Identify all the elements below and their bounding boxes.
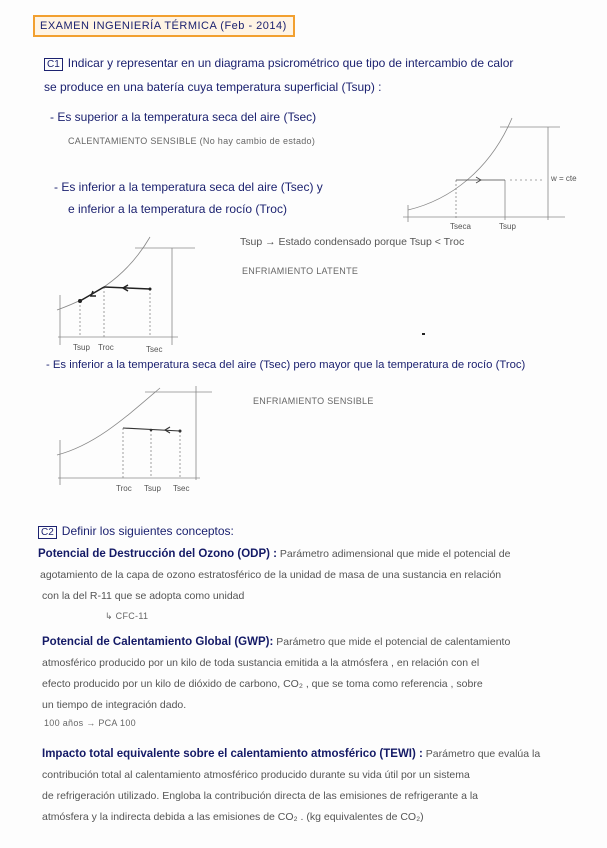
gwp-line1 — [42, 636, 510, 648]
c1-question-line2: se produce en una batería cuya temperatura superficial (Tsup) : — [44, 80, 382, 94]
diagram3-label-tsup: Tsup — [144, 484, 161, 493]
gwp-line4: un tiempo de integración dado. — [42, 699, 187, 711]
gwp-line2: atmosférico producido por un kilo de toda sustancia emitida a la atmósfera , en relación con el — [42, 657, 480, 669]
tewi-line2: contribución total al calentamiento atmosférico producido durante su vida útil por un sistema — [42, 769, 470, 781]
case2-text-line2: e inferior a la temperatura de rocío (Troc) — [68, 202, 287, 216]
diagram3-label-troc: Troc — [116, 484, 132, 493]
diagram2-label-tsup: Tsup — [73, 343, 90, 352]
case2-answer: ENFRIAMIENTO LATENTE — [242, 266, 359, 276]
tewi-term: Impacto total equivalente sobre el calentamiento atmosférico (TEWI) : — [42, 748, 423, 760]
c2-heading-text: Definir los siguientes conceptos: — [61, 524, 234, 538]
case3-answer: ENFRIAMIENTO SENSIBLE — [253, 396, 374, 406]
gwp-text: Parámetro que mide el potencial de calentamiento — [276, 636, 511, 648]
diagram1-label-tseca: Tseca — [450, 222, 471, 231]
page-title: EXAMEN INGENIERÍA TÉRMICA (Feb - 2014) — [33, 15, 295, 37]
c2-number: C2 — [38, 526, 57, 539]
odp-line1 — [38, 548, 510, 560]
case3-text: - Es inferior a la temperatura seca del aire (Tsec) pero mayor que la temperatura de rocío (Troc) — [46, 359, 526, 371]
gwp-line3: efecto producido por un kilo de dióxido de carbono, CO₂ , que se toma como referencia , sobre — [42, 678, 483, 690]
diagram1-label-tsup: Tsup — [499, 222, 516, 231]
gwp-note: 100 años → PCA 100 — [44, 718, 136, 728]
odp-line2: agotamiento de la capa de ozono estratosférico de la unidad de masa de una sustancia en relación — [40, 569, 502, 581]
odp-line3: con la del R-11 que se adopta como unidad — [42, 590, 245, 602]
odp-text: Parámetro adimensional que mide el potencial de — [279, 548, 511, 560]
c2-heading — [38, 524, 234, 538]
case2-note: Tsup → Estado condensado porque Tsup < Troc — [240, 236, 465, 248]
case1-answer: CALENTAMIENTO SENSIBLE (No hay cambio de estado) — [68, 136, 316, 146]
tewi-line4: atmósfera y la indirecta debida a las emisiones de CO₂ . (kg equivalentes de CO₂) — [42, 811, 424, 823]
odp-term: Potencial de Destrucción del Ozono (ODP) : — [38, 548, 277, 560]
case2-text-line1: - Es inferior a la temperatura seca del aire (Tsec) y — [54, 180, 323, 194]
diagram3-label-tsec: Tsec — [173, 484, 190, 493]
diagram2-label-troc: Troc — [98, 343, 114, 352]
c1-question-text: Indicar y representar en un diagrama psicrométrico que tipo de intercambio de calor — [67, 56, 514, 70]
c1-number: C1 — [44, 58, 63, 71]
odp-note: ↳ CFC-11 — [105, 611, 149, 621]
tewi-text: Parámetro que evalúa la — [425, 748, 541, 760]
saturation-curve — [57, 388, 160, 455]
case1-text: - Es superior a la temperatura seca del aire (Tsec) — [50, 110, 317, 124]
tewi-line3: de refrigeración utilizado. Engloba la contribución directa de las emisiones de refrigerante a la — [42, 790, 479, 802]
diagram2-label-tsec: Tsec — [146, 345, 163, 354]
gwp-term: Potencial de Calentamiento Global (GWP): — [42, 636, 274, 648]
tewi-line1 — [42, 748, 540, 760]
diagram1-annotation: w = cte — [551, 174, 577, 183]
